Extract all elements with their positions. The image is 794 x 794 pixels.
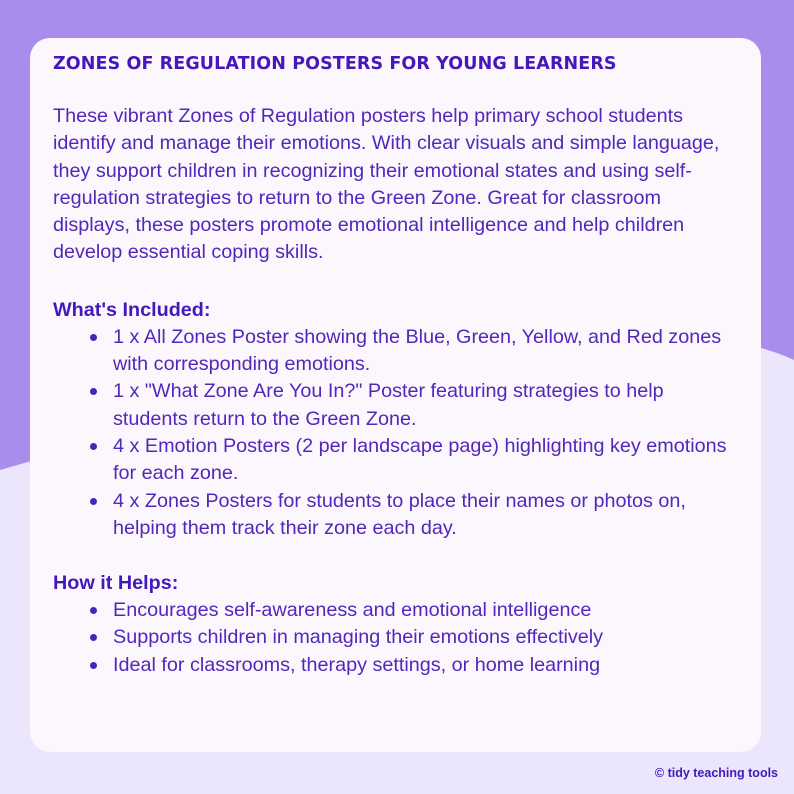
list-item: 4 x Zones Posters for students to place their names or photos on, helping them track their zone each day. (90, 488, 739, 543)
bullet-icon (90, 634, 97, 641)
list-item: 4 x Emotion Posters (2 per landscape page) highlighting key emotions for each zone. (90, 433, 739, 488)
whats-included-heading: What's Included: (53, 298, 211, 321)
whats-included-list (53, 324, 739, 542)
bullet-icon (90, 498, 97, 505)
description-card (30, 38, 761, 752)
bullet-icon (90, 443, 97, 450)
bullet-icon (90, 334, 97, 341)
list-item: Encourages self-awareness and emotional intelligence (90, 597, 739, 624)
intro-paragraph: These vibrant Zones of Regulation posters help primary school students identify and manage their emotions. With clear visuals and simple language, they support children in recognizing their emotional states and using self-regulation strategies to return to the Green Zone. Great for classroom displays, these posters promote emotional intelligence and help children develop essential coping skills. (53, 105, 720, 264)
bullet-icon (90, 388, 97, 395)
how-it-helps-list (53, 597, 739, 679)
how-it-helps-heading: How it Helps: (53, 572, 179, 595)
list-item: Ideal for classrooms, therapy settings, or home learning (90, 652, 739, 679)
list-item: 1 x "What Zone Are You In?" Poster featuring strategies to help students return to the Green Zone. (90, 378, 739, 433)
bullet-icon (90, 607, 97, 614)
list-item: 1 x All Zones Poster showing the Blue, Green, Yellow, and Red zones with corresponding emotions. (90, 324, 739, 379)
bullet-icon (90, 662, 97, 669)
page-title: ZONES OF REGULATION POSTERS FOR YOUNG LEARNERS (53, 54, 617, 74)
copyright-footer: © tidy teaching tools (654, 766, 778, 780)
list-item: Supports children in managing their emotions effectively (90, 624, 739, 651)
